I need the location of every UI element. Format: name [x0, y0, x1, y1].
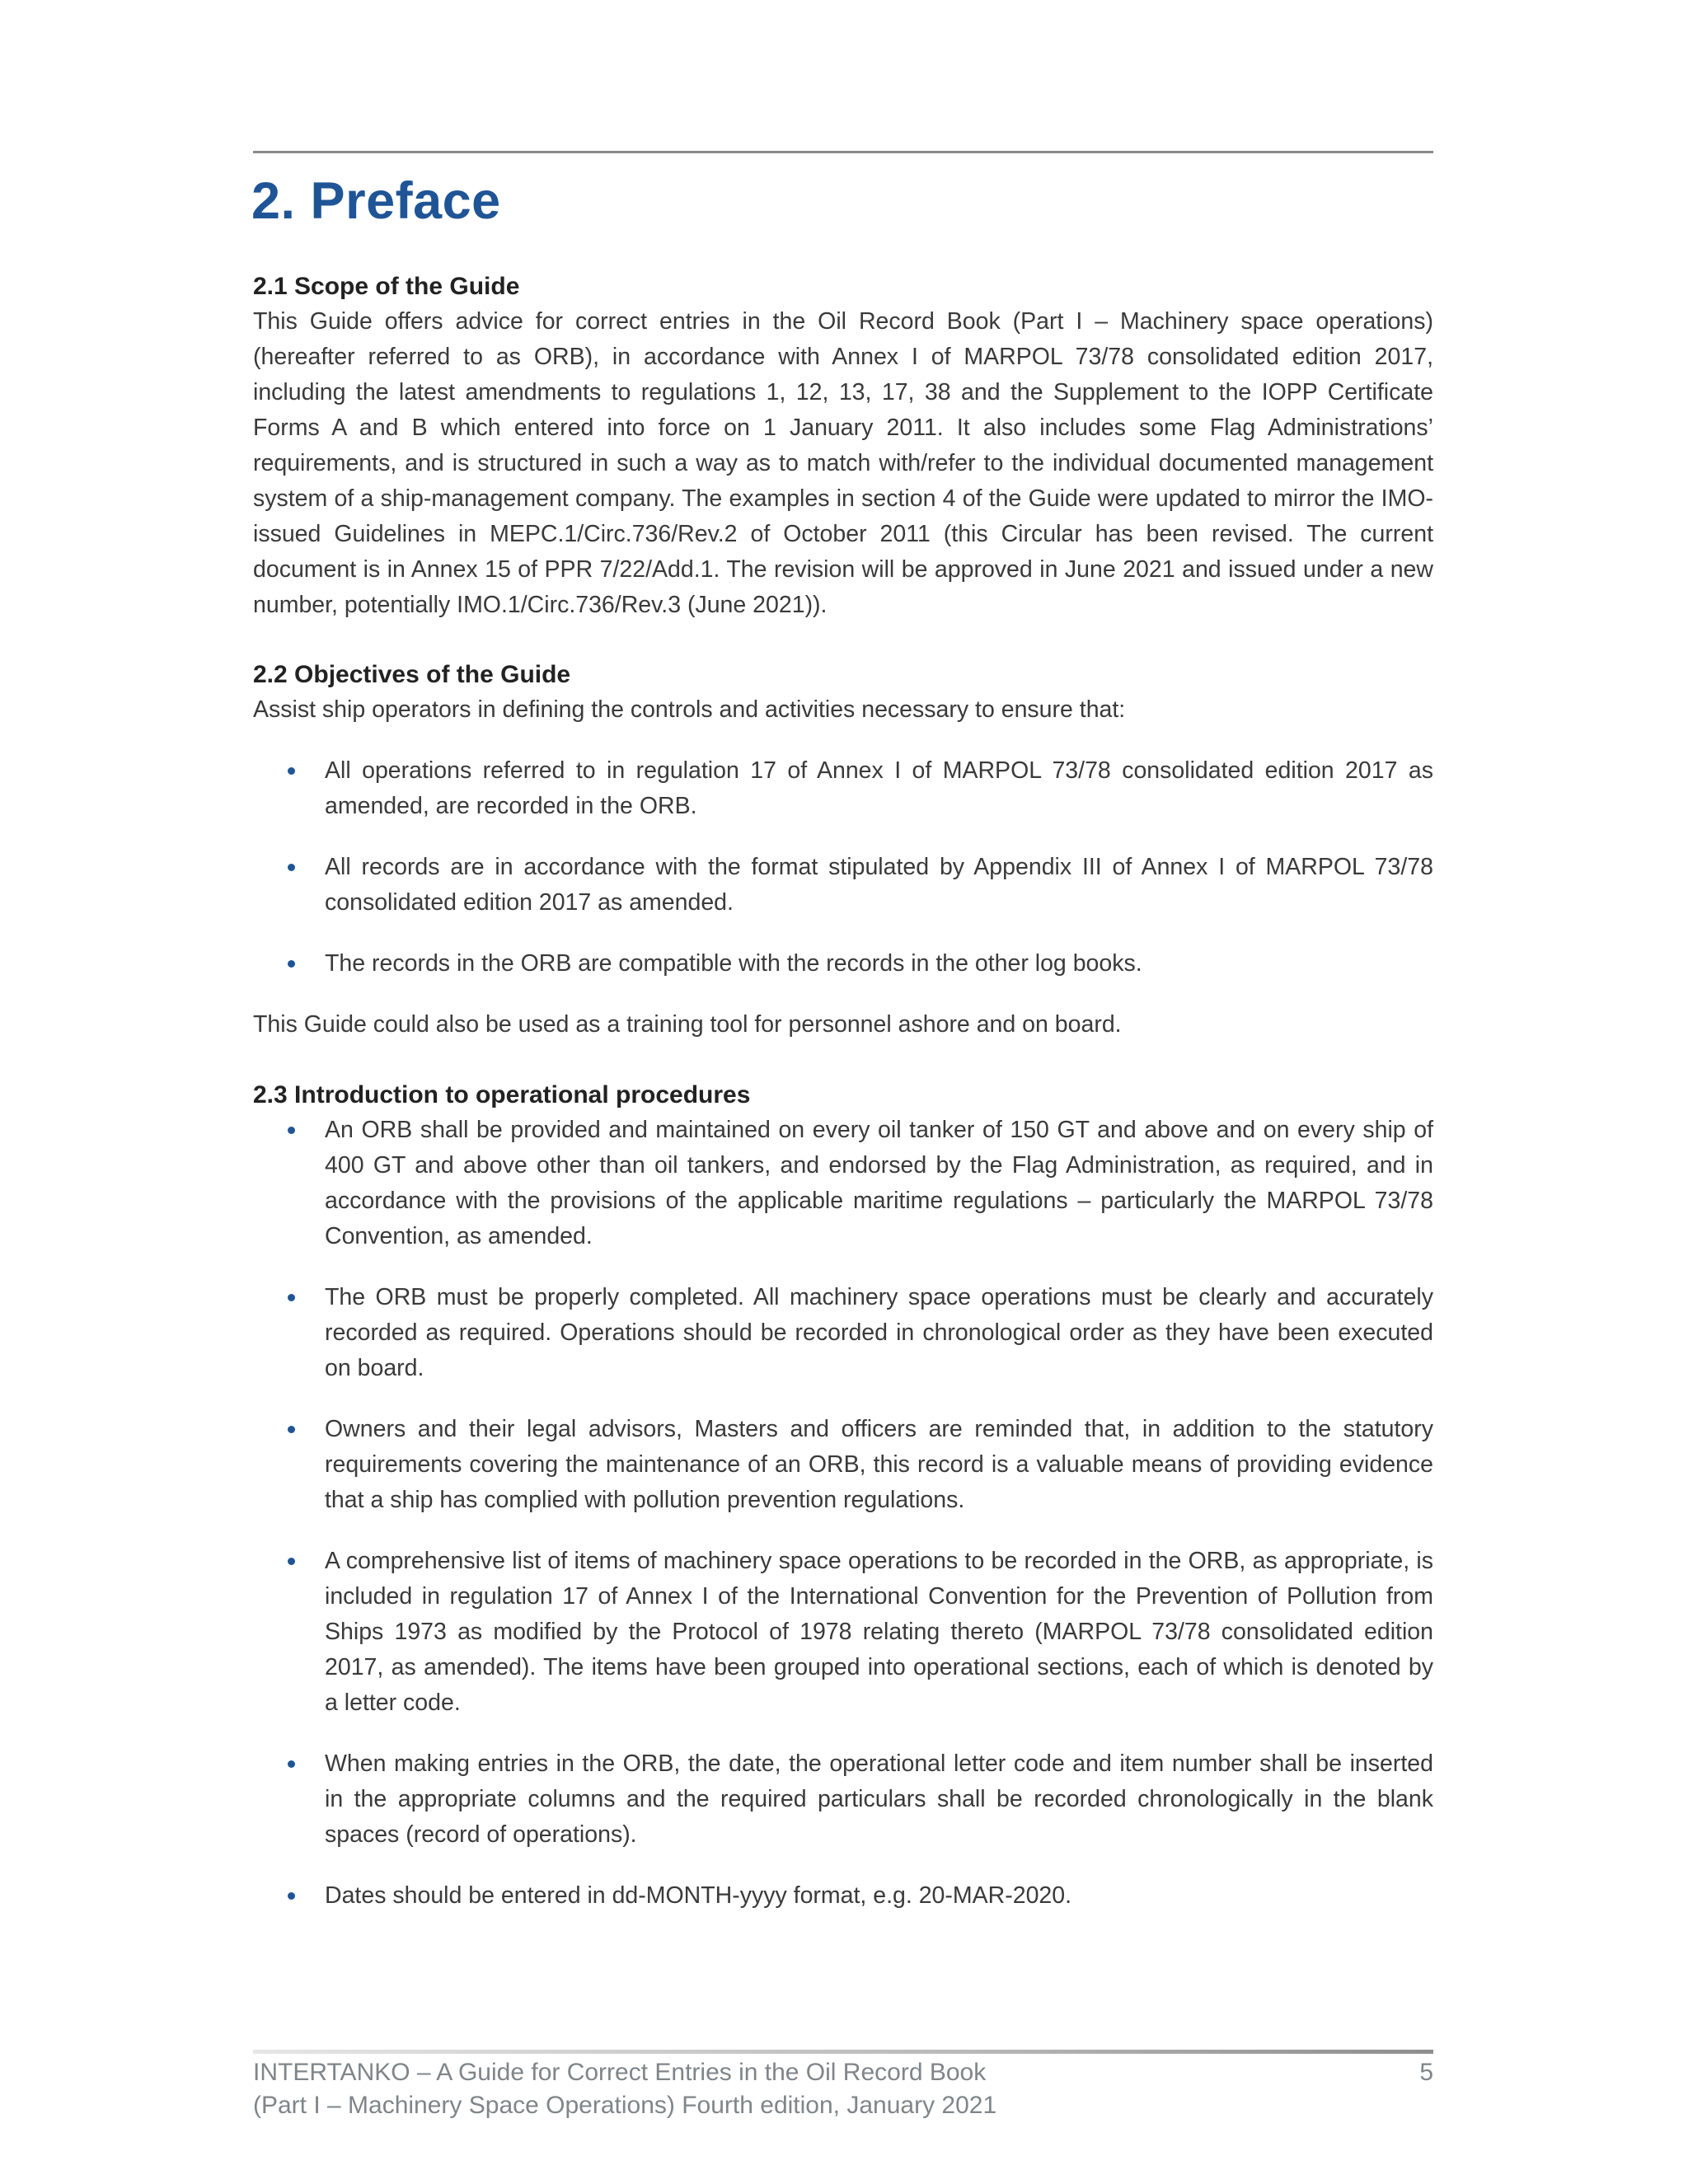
list-item: When making entries in the ORB, the date, the operational letter code and item number shall be inserted in the appropriate columns and the required particulars shall be recorded chronologically in the blank spaces (record of operations).: [253, 1746, 1433, 1853]
list-item: The ORB must be properly completed. All machinery space operations must be clearly and accurately recorded as required. Operations should be recorded in chronological order as they have been executed on board.: [253, 1280, 1433, 1386]
bottom-rule: [253, 2050, 1433, 2054]
section-objectives: [253, 657, 1433, 1043]
top-rule: [253, 151, 1433, 153]
page-footer: [253, 2056, 1433, 2122]
objectives-intro: Assist ship operators in defining the controls and activities necessary to ensure that:: [253, 696, 1126, 723]
page-number: 5: [1419, 2059, 1433, 2086]
scope-paragraph: This Guide offers advice for correct entries in the Oil Record Book (Part I – Machinery space operations) (hereafter referred to as ORB), in accordance with Annex I of MARPOL 73/78 consolidated edition 2017, including the latest amendments to regulations 1, 12, 13, 17, 38 and the Supplement to the IOPP Certificate Forms A and B which entered into force on 1 January 2011. It also includes some Flag Administrations’ requirements, and is structured in such a way as to match with/refer to the individual documented management system of a ship-management company. The examples in section 4 of the Guide were updated to mirror the IMO-issued Guidelines in MEPC.1/Circ.736/Rev.2 of October 2011 (this Circular has been revised. The current document is in Annex 15 of PPR 7/22/Add.1. The revision will be approved in June 2021 and issued under a new number, potentially IMO.1/Circ.736/Rev.3 (June 2021)).: [253, 308, 1433, 618]
procedures-list: [253, 1113, 1433, 1914]
list-item: All records are in accordance with the format stipulated by Appendix III of Annex I of MARPOL 73/78 consolidated edition 2017 as amended.: [253, 850, 1433, 921]
section-heading-scope: 2.1 Scope of the Guide: [253, 273, 520, 300]
section-heading-objectives: 2.2 Objectives of the Guide: [253, 661, 571, 688]
footer-line-2: (Part I – Machinery Space Operations) Fourth edition, January 2021: [253, 2092, 997, 2119]
footer-line-1: INTERTANKO – A Guide for Correct Entries in the Oil Record Book: [253, 2059, 987, 2086]
list-item: Owners and their legal advisors, Masters and officers are reminded that, in addition to the statutory requirements covering the maintenance of an ORB, this record is a valuable means of providing evidence that a ship has complied with pollution prevention regulations.: [253, 1412, 1433, 1518]
list-item: A comprehensive list of items of machinery space operations to be recorded in the ORB, as appropriate, is included in regulation 17 of Annex I of the International Convention for the Prevention of Pollution from Ships 1973 as modified by the Protocol of 1978 relating thereto (MARPOL 73/78 consolidated edition 2017, as amended). The items have been grouped into operational sections, each of which is denoted by a letter code.: [253, 1544, 1433, 1721]
list-item: An ORB shall be provided and maintained on every oil tanker of 150 GT and above and on every ship of 400 GT and above other than oil tankers, and endorsed by the Flag Administration, as required, and in accordance with the provisions of the applicable maritime regulations – particularly the MARPOL 73/78 Convention, as amended.: [253, 1113, 1433, 1254]
section-procedures: [253, 1077, 1433, 1914]
objectives-list: [253, 753, 1433, 982]
list-item: The records in the ORB are compatible with the records in the other log books.: [253, 946, 1433, 982]
page-title: 2. Preface: [251, 172, 501, 230]
main-content: [253, 269, 1433, 1914]
objectives-closing: This Guide could also be used as a training tool for personnel ashore and on board.: [253, 1011, 1122, 1038]
list-item: All operations referred to in regulation 17 of Annex I of MARPOL 73/78 consolidated edition 2017 as amended, are recorded in the ORB.: [253, 753, 1433, 824]
list-item: Dates should be entered in dd-MONTH-yyyy format, e.g. 20-MAR-2020.: [253, 1878, 1433, 1914]
section-scope: [253, 269, 1433, 623]
section-heading-procedures: 2.3 Introduction to operational procedures: [253, 1081, 751, 1108]
